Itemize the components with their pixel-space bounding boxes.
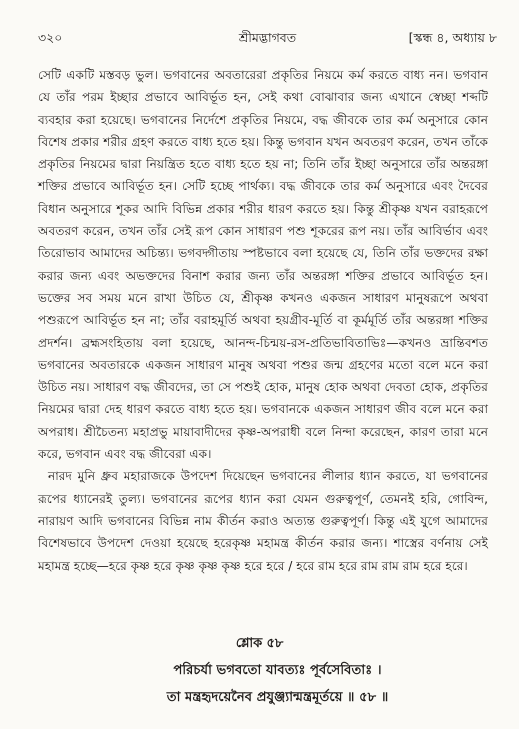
verse-line-2: তা মন্ত্রহৃদয়েনৈব প্রযুঞ্জ্যান্মন্ত্রমূর্তয়ে ॥ ৫৮ ॥	[166, 690, 389, 705]
page-header	[38, 26, 497, 48]
verse-label: শ্লোক ৫৮	[235, 636, 284, 651]
verse-line-1: পরিচর্যা ভগবতো যাবত্যঃ পূর্বসেবিতাঃ ।	[173, 663, 382, 678]
purport-text	[38, 64, 488, 577]
running-title: শ্রীমদ্ভাগবত	[238, 30, 297, 45]
page-number: ৩২০	[38, 30, 63, 45]
purport-paragraph-2: নারদ মুনি ধ্রুব মহারাজকে উপদেশ দিয়েছেন ভগবানের লীলার ধ্যান করতে, যা ভগবানের রূপের ধ্যানেরই তুল্য। ভগবানের রূপের ধ্যান করা যেমন গুরুত্বপূর্ণ, তেমনই হরি, গোবিন্দ, নারায়ণ আদি ভগবানের বিভিন্ন নাম কীর্তন করাও অত্যন্ত গুরুত্বপূর্ণ। কিন্তু এই যুগে আমাদের বিশেষভাবে উপদেশ দেওয়া হয়েছে হরেকৃষ্ণ মহামন্ত্র কীর্তন করার জন্য। শাস্ত্রের বর্ণনায় সেই মহামন্ত্র হচ্ছে—হরে কৃষ্ণ হরে কৃষ্ণ কৃষ্ণ কৃষ্ণ হরে হরে / হরে রাম হরে রাম রাম রাম হরে হরে।	[38, 469, 488, 573]
purport-paragraph-1: সেটি একটি মস্তবড় ভুল। ভগবানের অবতারেরা প্রকৃতির নিয়মে কর্ম করতে বাধ্য নন। ভগবান যে তাঁর পরম ইচ্ছার প্রভাবে আবির্ভূত হন, সেই কথা বোঝাবার জন্য এখানে স্বেচ্ছা শব্দটি ব্যবহার করা হয়েছে। ভগবানের নির্দেশে প্রকৃতির নিয়মে, বদ্ধ জীবকে তার কর্ম অনুসারে কোন বিশেষ প্রকার শরীর গ্রহণ করতে বাধ্য হতে হয়। কিন্তু ভগবান যখন অবতরণ করেন, তখন তাঁকে প্রকৃতির নিয়মের দ্বারা নিয়ন্ত্রিত হতে বাধ্য হতে হয় না; তিনি তাঁর ইচ্ছা অনুসারে তাঁর অন্তরঙ্গা শক্তির প্রভাবে আবির্ভূত হন। সেটি হচ্ছে পার্থক্য। বদ্ধ জীবকে তার কর্ম অনুসারে এবং দৈবের বিধান অনুসারে শূকর আদি বিভিন্ন প্রকার শরীর ধারণ করতে হয়। কিন্তু শ্রীকৃষ্ণ যখন বরাহরূপে অবতরণ করেন, তখন তাঁর সেই রূপ কোন সাধারণ পশু শূকরের রূপ নয়। তাঁর আবির্ভাব এবং তিরোভাব আমাদের অচিন্ত্য। ভগবদ্গীতায় স্পষ্টভাবে বলা হয়েছে যে, তিনি তাঁর ভক্তদের রক্ষা করার জন্য এবং অভক্তদের বিনাশ করার জন্য তাঁর অন্তরঙ্গা শক্তির প্রভাবে আবির্ভূত হন। ভক্তের সব সময় মনে রাখা উচিত যে, শ্রীকৃষ্ণ কখনও একজন সাধারণ মানুষরূপে অথবা পশুরূপে আবির্ভূত হন না; তাঁর বরাহমূর্তি অথবা হয়গ্রীব-মূর্তি বা কূর্মমূর্তি তাঁর অন্তরঙ্গা শক্তির প্রদর্শন। ব্রহ্মসংহিতায় বলা হয়েছে, আনন্দ-চিন্ময়-রস-প্রতিভাবিতাভিঃ—কখনও ভ্রান্তিবশত ভগবানের অবতারকে একজন সাধারণ মানুষ অথবা পশুর জন্ম গ্রহণের মতো বলে মনে করা উচিত নয়। সাধারণ বদ্ধ জীবদের, তা সে পশুই হোক, মানুষ হোক অথবা দেবতা হোক, প্রকৃতির নিয়মের দ্বারা দেহ ধারণ করতে বাধ্য হতে হয়। ভগবানকে একজন সাধারণ জীব বলে মনে করা অপরাধ। শ্রীচৈতন্য মহাপ্রভু মায়াবাদীদের কৃষ্ণ-অপরাধী বলে নিন্দা করেছেন, কারণ তারা মনে করে, ভগবান এবং বদ্ধ জীবেরা এক।	[38, 68, 488, 462]
section-reference: [স্কন্ধ ৪, অধ্যায় ৮	[408, 30, 497, 45]
